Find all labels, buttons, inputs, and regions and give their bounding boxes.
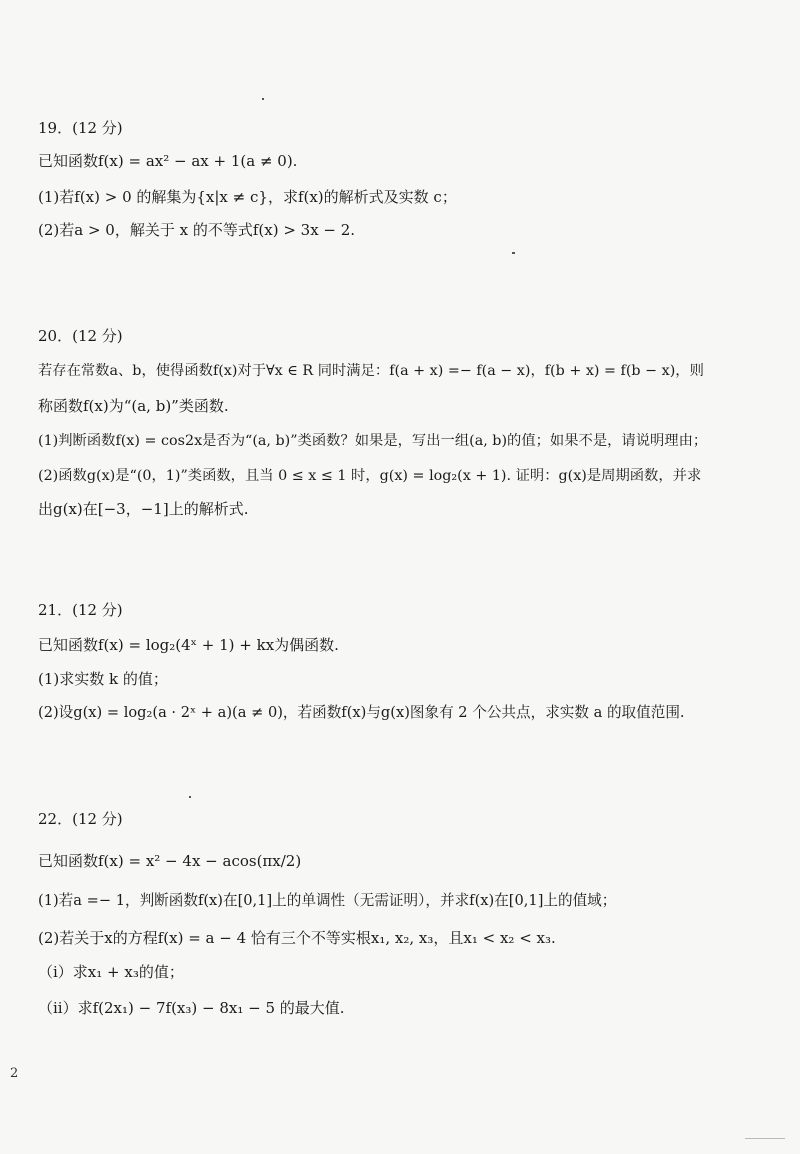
problem-19-line-2: (1)若f(x) > 0 的解集为{x|x ≠ c}，求f(x)的解析式及实数 c； xyxy=(38,188,457,206)
problem-21-line-3: (2)设g(x) = log₂(a · 2ˣ + a)(a ≠ 0)，若函数f(x)与g(x)图象有 2 个公共点，求实数 a 的取值范围. xyxy=(38,704,685,721)
problem-22-header: 22．(12 分) xyxy=(38,810,123,828)
problem-20-line-1: 若存在常数a、b，使得函数f(x)对于∀x ∈ R 同时满足：f(a + x) =− f(a − x)，f(b + x) = f(b − x)，则 xyxy=(38,363,704,379)
problem-22-line-4: （i）求x₁ + x₃的值； xyxy=(38,963,184,981)
problem-20-line-4: (2)函数g(x)是“(0，1)”类函数，且当 0 ≤ x ≤ 1 时，g(x) = log₂(x + 1). 证明：g(x)是周期函数，并求 xyxy=(38,468,702,484)
problem-21-header: 21．(12 分) xyxy=(38,601,123,619)
problem-22-line-3: (2)若关于x的方程f(x) = a − 4 恰有三个不等实根x₁, x₂, x₃，且x₁ < x₂ < x₃. xyxy=(38,929,556,947)
problem-20-header: 20．(12 分) xyxy=(38,327,123,345)
scan-speck xyxy=(262,98,264,100)
problem-21-line-2: (1)求实数 k 的值； xyxy=(38,670,168,688)
problem-22-line-1: 已知函数f(x) = x² − 4x − acos(πx/2) xyxy=(38,852,302,870)
problem-21-line-1: 已知函数f(x) = log₂(4ˣ + 1) + kx为偶函数. xyxy=(38,636,339,654)
problem-19-header: 19．(12 分) xyxy=(38,119,123,137)
problem-19-line-3: (2)若a > 0，解关于 x 的不等式f(x) > 3x − 2. xyxy=(38,221,356,239)
margin-page-mark: 2 xyxy=(10,1066,19,1081)
problem-20-line-5: 出g(x)在[−3，−1]上的解析式. xyxy=(38,500,249,518)
problem-22-line-5: （ii）求f(2x₁) − 7f(x₃) − 8x₁ − 5 的最大值. xyxy=(38,999,345,1017)
problem-20-line-3: (1)判断函数f(x) = cos2x是否为“(a, b)”类函数？如果是，写出一组(a, b)的值；如果不是，请说明理由； xyxy=(38,433,708,449)
problem-19-line-1: 已知函数f(x) = ax² − ax + 1(a ≠ 0). xyxy=(38,152,298,170)
problem-22-line-2: (1)若a =− 1，判断函数f(x)在[0,1]上的单调性（无需证明），并求f(x)在[0,1]上的值域； xyxy=(38,892,617,909)
problem-20-line-2: 称函数f(x)为“(a, b)”类函数. xyxy=(38,397,229,415)
scan-speck xyxy=(512,252,515,254)
scan-speck xyxy=(189,796,191,798)
scan-speck xyxy=(745,1138,785,1139)
